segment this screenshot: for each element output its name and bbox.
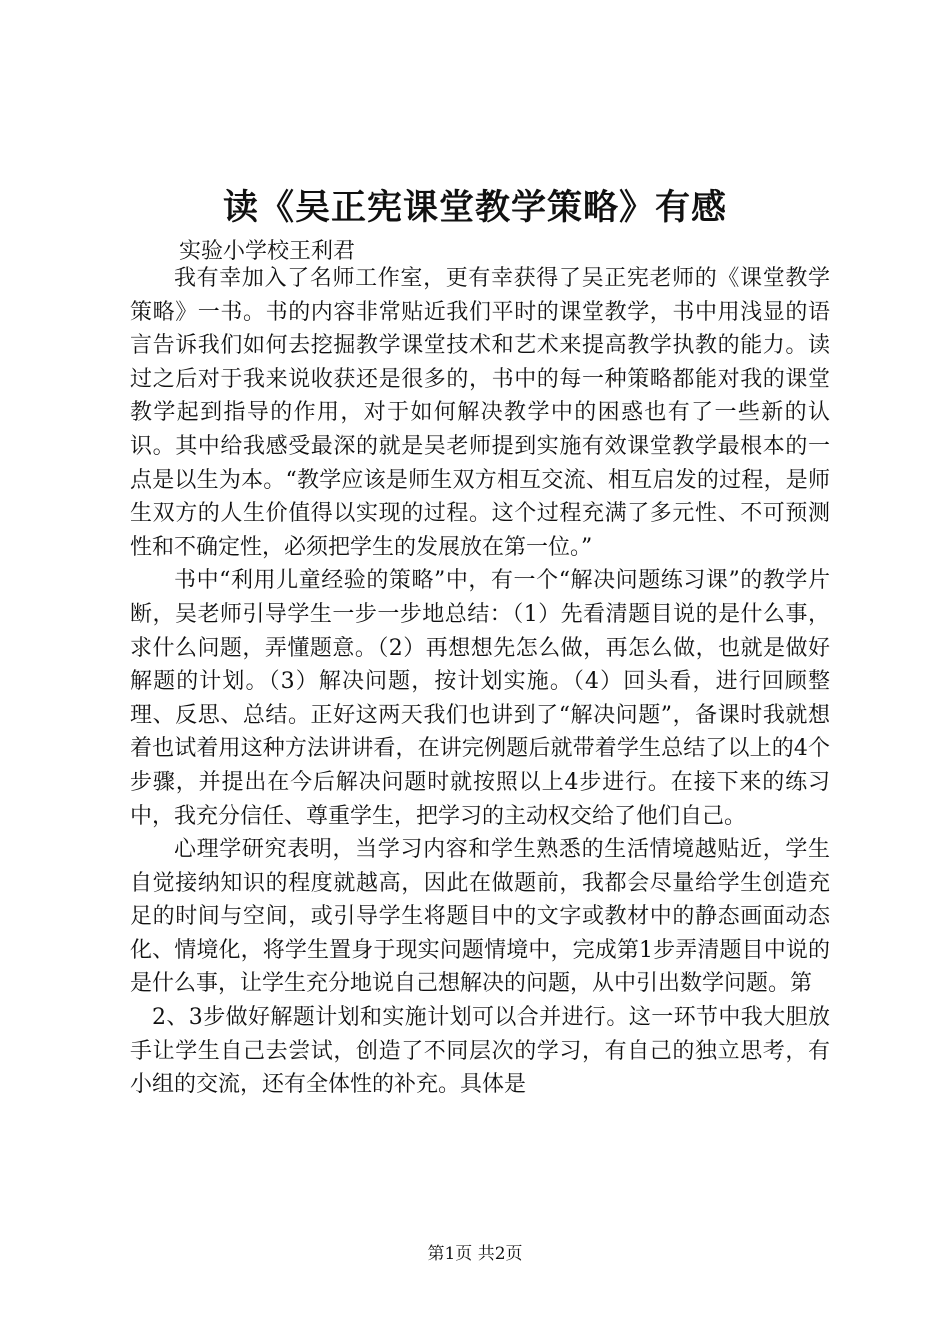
paragraph: 心理学研究表明，当学习内容和学生熟悉的生活情境越贴近，学生自觉接纳知识的程度就越高，因此在做题前，我都会尽量给学生创造充足的时间与空间，或引导学生将题目中的文字或教材中的静态画面动态化、情境化，将学生置身于现实问题情境中，完成第1步弄清题目中说的是什么事，让学生充分地说自己想解决的问题，从中引出数学问题。第 [130, 837, 830, 997]
paragraph: 我有幸加入了名师工作室，更有幸获得了吴正宪老师的《课堂教学策略》一书。书的内容非常贴近我们平时的课堂教学，书中用浅显的语言告诉我们如何去挖掘教学课堂技术和艺术来提高教学执教的能力。读过之后对于我来说收获还是很多的，书中的每一种策略都能对我的课堂教学起到指导的作用，对于如何解决教学中的困惑也有了一些新的认识。其中给我感受最深的就是吴老师提到实施有效课堂教学最根本的一点是以生为本。“教学应该是师生双方相互交流、相互启发的过程，是师生双方的人生价值得以实现的过程。这个过程充满了多元性、不可预测性和不确定性，必须把学生的发展放在第一位。” [130, 266, 830, 560]
paragraph: 书中“利用儿童经验的策略”中，有一个“解决问题练习课”的教学片断，吴老师引导学生一步一步地总结：（1）先看清题目说的是什么事，求什么问题，弄懂题意。（2）再想想先怎么做，再怎么做，也就是做好解题的计划。（3）解决问题，按计划实施。（4）回头看，进行回顾整理、反思、总结。正好这两天我们也讲到了“解决问题”，备课时我就想着也试着用这种方法讲讲看，在讲完例题后就带着学生总结了以上的4个步骤，并提出在今后解决问题时就按照以上4步进行。在接下来的练习中，我充分信任、尊重学生，把学习的主动权交给了他们自己。 [130, 568, 830, 829]
page-footer: 第1页 共2页 [427, 1244, 523, 1264]
document-title: 读《吴正宪课堂教学策略》有感 [222, 187, 727, 228]
author-line: 实验小学校王利君 [179, 239, 356, 264]
document-body [130, 262, 830, 1102]
paragraph: 2、3步做好解题计划和实施计划可以合并进行。这一环节中我大胆放手让学生自己去尝试，创造了不同层次的学习，有自己的独立思考，有小组的交流，还有全体性的补充。具体是 [130, 1005, 830, 1098]
